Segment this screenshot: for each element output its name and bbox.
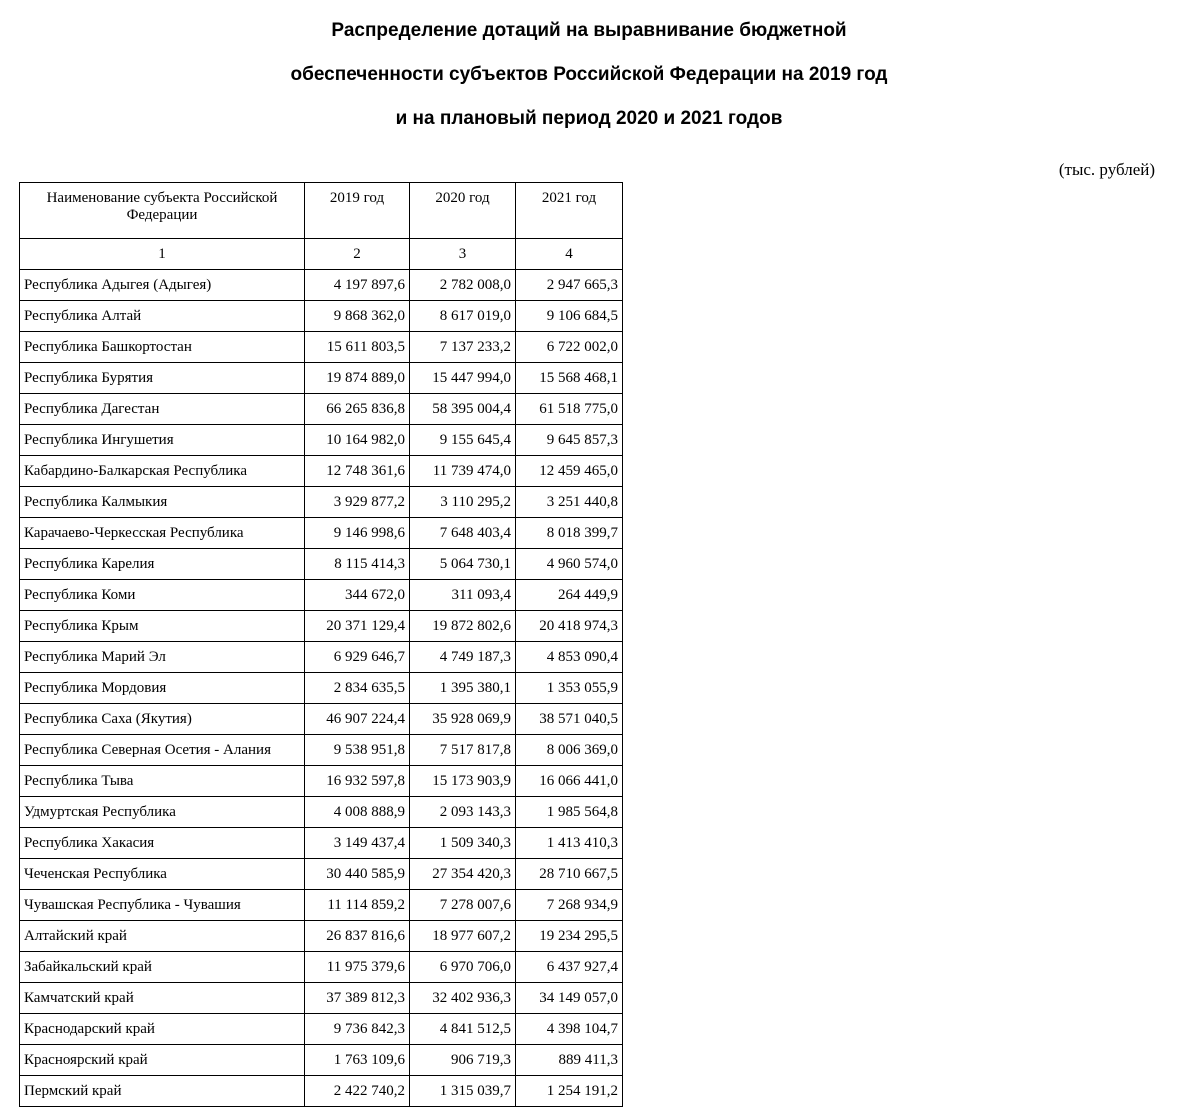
value-2020-cell: 35 928 069,9 <box>410 704 516 735</box>
value-2019-cell: 15 611 803,5 <box>305 332 410 363</box>
subject-name-cell: Республика Карелия <box>20 549 305 580</box>
subject-name-cell: Пермский край <box>20 1076 305 1107</box>
value-2021-cell: 2 947 665,3 <box>516 270 623 301</box>
value-2021-cell: 4 960 574,0 <box>516 549 623 580</box>
value-2019-cell: 12 748 361,6 <box>305 456 410 487</box>
value-2021-cell: 12 459 465,0 <box>516 456 623 487</box>
value-2020-cell: 6 970 706,0 <box>410 952 516 983</box>
header-subject-name: Наименование субъекта Российской Федерации <box>20 183 305 239</box>
value-2020-cell: 8 617 019,0 <box>410 301 516 332</box>
subject-name-cell: Республика Марий Эл <box>20 642 305 673</box>
subject-name-cell: Удмуртская Республика <box>20 797 305 828</box>
table-row <box>20 456 623 487</box>
value-2021-cell: 1 985 564,8 <box>516 797 623 828</box>
value-2021-cell: 4 398 104,7 <box>516 1014 623 1045</box>
column-number: 3 <box>410 239 516 270</box>
value-2021-cell: 61 518 775,0 <box>516 394 623 425</box>
table-row <box>20 704 623 735</box>
value-2020-cell: 2 093 143,3 <box>410 797 516 828</box>
value-2020-cell: 1 509 340,3 <box>410 828 516 859</box>
value-2019-cell: 10 164 982,0 <box>305 425 410 456</box>
value-2021-cell: 9 645 857,3 <box>516 425 623 456</box>
table-row <box>20 394 623 425</box>
subject-name-cell: Республика Саха (Якутия) <box>20 704 305 735</box>
table-row <box>20 828 623 859</box>
subject-name-cell: Чеченская Республика <box>20 859 305 890</box>
value-2019-cell: 30 440 585,9 <box>305 859 410 890</box>
table-row <box>20 1076 623 1107</box>
value-2020-cell: 906 719,3 <box>410 1045 516 1076</box>
value-2020-cell: 7 648 403,4 <box>410 518 516 549</box>
subject-name-cell: Республика Коми <box>20 580 305 611</box>
subject-name-cell: Забайкальский край <box>20 952 305 983</box>
subject-name-cell: Республика Крым <box>20 611 305 642</box>
table-row <box>20 952 623 983</box>
value-2020-cell: 7 517 817,8 <box>410 735 516 766</box>
subject-name-cell: Алтайский край <box>20 921 305 952</box>
value-2021-cell: 264 449,9 <box>516 580 623 611</box>
subject-name-cell: Республика Адыгея (Адыгея) <box>20 270 305 301</box>
table-row <box>20 1014 623 1045</box>
value-2020-cell: 11 739 474,0 <box>410 456 516 487</box>
value-2021-cell: 7 268 934,9 <box>516 890 623 921</box>
value-2020-cell: 2 782 008,0 <box>410 270 516 301</box>
table-row <box>20 735 623 766</box>
header-year-2021: 2021 год <box>516 183 623 239</box>
value-2021-cell: 6 437 927,4 <box>516 952 623 983</box>
value-2021-cell: 19 234 295,5 <box>516 921 623 952</box>
table-row <box>20 642 623 673</box>
table-row <box>20 487 623 518</box>
value-2021-cell: 8 006 369,0 <box>516 735 623 766</box>
subject-name-cell: Карачаево-Черкесская Республика <box>20 518 305 549</box>
value-2020-cell: 1 395 380,1 <box>410 673 516 704</box>
value-2021-cell: 15 568 468,1 <box>516 363 623 394</box>
document-title-line-2: обеспеченности субъектов Российской Федерации на 2019 год <box>290 64 888 85</box>
value-2021-cell: 28 710 667,5 <box>516 859 623 890</box>
column-number: 1 <box>20 239 305 270</box>
header-year-2020: 2020 год <box>410 183 516 239</box>
column-number: 2 <box>305 239 410 270</box>
table-row <box>20 270 623 301</box>
value-2021-cell: 1 353 055,9 <box>516 673 623 704</box>
value-2019-cell: 2 834 635,5 <box>305 673 410 704</box>
value-2021-cell: 1 254 191,2 <box>516 1076 623 1107</box>
header-year-2019: 2019 год <box>305 183 410 239</box>
units-label: (тыс. рублей) <box>1058 160 1155 179</box>
value-2019-cell: 3 149 437,4 <box>305 828 410 859</box>
value-2019-cell: 344 672,0 <box>305 580 410 611</box>
table-header-row <box>20 183 623 239</box>
value-2021-cell: 3 251 440,8 <box>516 487 623 518</box>
value-2021-cell: 16 066 441,0 <box>516 766 623 797</box>
value-2019-cell: 11 114 859,2 <box>305 890 410 921</box>
value-2019-cell: 16 932 597,8 <box>305 766 410 797</box>
value-2020-cell: 7 278 007,6 <box>410 890 516 921</box>
value-2020-cell: 1 315 039,7 <box>410 1076 516 1107</box>
value-2020-cell: 15 173 903,9 <box>410 766 516 797</box>
value-2020-cell: 3 110 295,2 <box>410 487 516 518</box>
value-2019-cell: 46 907 224,4 <box>305 704 410 735</box>
value-2021-cell: 889 411,3 <box>516 1045 623 1076</box>
table-row <box>20 580 623 611</box>
subject-name-cell: Республика Хакасия <box>20 828 305 859</box>
column-number-row <box>20 239 623 270</box>
subject-name-cell: Краснодарский край <box>20 1014 305 1045</box>
subject-name-cell: Республика Ингушетия <box>20 425 305 456</box>
table-row <box>20 611 623 642</box>
value-2021-cell: 34 149 057,0 <box>516 983 623 1014</box>
subject-name-cell: Республика Алтай <box>20 301 305 332</box>
value-2020-cell: 58 395 004,4 <box>410 394 516 425</box>
value-2020-cell: 18 977 607,2 <box>410 921 516 952</box>
value-2021-cell: 38 571 040,5 <box>516 704 623 735</box>
value-2020-cell: 9 155 645,4 <box>410 425 516 456</box>
value-2019-cell: 9 736 842,3 <box>305 1014 410 1045</box>
table-row <box>20 921 623 952</box>
subject-name-cell: Республика Башкортостан <box>20 332 305 363</box>
subject-name-cell: Республика Калмыкия <box>20 487 305 518</box>
table-row <box>20 425 623 456</box>
value-2020-cell: 32 402 936,3 <box>410 983 516 1014</box>
value-2019-cell: 26 837 816,6 <box>305 921 410 952</box>
subject-name-cell: Республика Бурятия <box>20 363 305 394</box>
table-row <box>20 859 623 890</box>
subject-name-cell: Чувашская Республика - Чувашия <box>20 890 305 921</box>
value-2019-cell: 9 538 951,8 <box>305 735 410 766</box>
table-row <box>20 1045 623 1076</box>
value-2019-cell: 9 146 998,6 <box>305 518 410 549</box>
table-row <box>20 332 623 363</box>
subject-name-cell: Республика Тыва <box>20 766 305 797</box>
subject-name-cell: Республика Северная Осетия - Алания <box>20 735 305 766</box>
subject-name-cell: Красноярский край <box>20 1045 305 1076</box>
value-2021-cell: 9 106 684,5 <box>516 301 623 332</box>
value-2021-cell: 1 413 410,3 <box>516 828 623 859</box>
value-2021-cell: 4 853 090,4 <box>516 642 623 673</box>
table-row <box>20 301 623 332</box>
subject-name-cell: Кабардино-Балкарская Республика <box>20 456 305 487</box>
table-row <box>20 797 623 828</box>
value-2019-cell: 9 868 362,0 <box>305 301 410 332</box>
value-2019-cell: 2 422 740,2 <box>305 1076 410 1107</box>
value-2019-cell: 20 371 129,4 <box>305 611 410 642</box>
value-2020-cell: 7 137 233,2 <box>410 332 516 363</box>
table-row <box>20 983 623 1014</box>
document-title-line-1: Распределение дотаций на выравнивание бюджетной <box>331 20 847 41</box>
subsidy-table <box>19 182 623 1107</box>
table-row <box>20 549 623 580</box>
value-2020-cell: 4 749 187,3 <box>410 642 516 673</box>
value-2020-cell: 5 064 730,1 <box>410 549 516 580</box>
table-row <box>20 890 623 921</box>
value-2021-cell: 8 018 399,7 <box>516 518 623 549</box>
table-row <box>20 363 623 394</box>
table-row <box>20 766 623 797</box>
subject-name-cell: Республика Дагестан <box>20 394 305 425</box>
value-2019-cell: 37 389 812,3 <box>305 983 410 1014</box>
value-2019-cell: 3 929 877,2 <box>305 487 410 518</box>
table-row <box>20 673 623 704</box>
value-2019-cell: 4 008 888,9 <box>305 797 410 828</box>
table-row <box>20 518 623 549</box>
value-2021-cell: 6 722 002,0 <box>516 332 623 363</box>
table-body <box>20 270 623 1107</box>
value-2020-cell: 15 447 994,0 <box>410 363 516 394</box>
value-2019-cell: 6 929 646,7 <box>305 642 410 673</box>
column-number: 4 <box>516 239 623 270</box>
value-2020-cell: 19 872 802,6 <box>410 611 516 642</box>
value-2019-cell: 1 763 109,6 <box>305 1045 410 1076</box>
value-2020-cell: 311 093,4 <box>410 580 516 611</box>
value-2020-cell: 4 841 512,5 <box>410 1014 516 1045</box>
value-2019-cell: 8 115 414,3 <box>305 549 410 580</box>
subject-name-cell: Камчатский край <box>20 983 305 1014</box>
document-title-line-3: и на плановый период 2020 и 2021 годов <box>395 108 783 129</box>
value-2020-cell: 27 354 420,3 <box>410 859 516 890</box>
value-2021-cell: 20 418 974,3 <box>516 611 623 642</box>
value-2019-cell: 19 874 889,0 <box>305 363 410 394</box>
value-2019-cell: 66 265 836,8 <box>305 394 410 425</box>
value-2019-cell: 4 197 897,6 <box>305 270 410 301</box>
subject-name-cell: Республика Мордовия <box>20 673 305 704</box>
value-2019-cell: 11 975 379,6 <box>305 952 410 983</box>
